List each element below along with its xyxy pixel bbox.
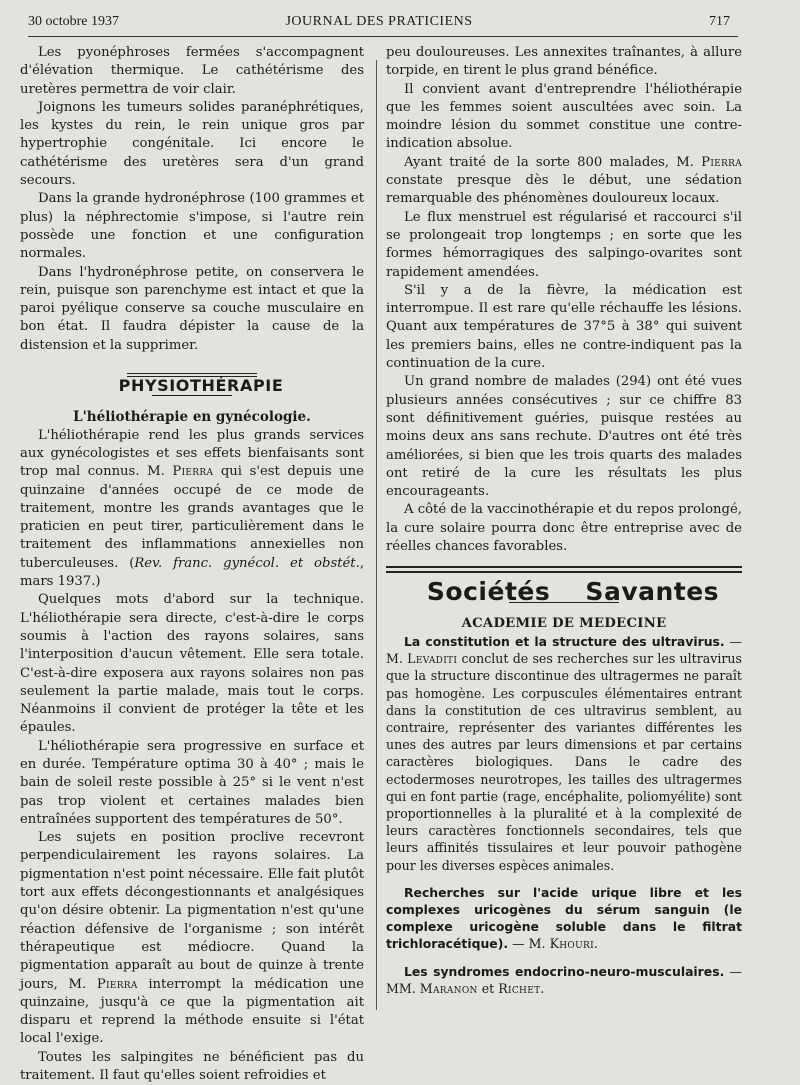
section-rule-bottom [152,395,232,396]
running-header [28,14,730,34]
paragraph: peu douloureuses. Les annexites traînantes, à allure torpide, en tirent le plus grand bénéfice. [386,45,742,79]
journal-reference: Rev. franc. gynécol. et obstét. [134,555,360,571]
header-rule [28,36,738,37]
communication-item: Les syndromes endocrino-neuro-musculaires. — MM. Maranon et Richet. [386,963,742,996]
paragraph: Un grand nombre de malades (294) ont été vues plusieurs années consécutives ; sur ce chiffre 83 sont définitivement guéries, puisque restées au moins deux ans sans rechute. D'autres ont été très améliorées, si bien que les trois quarts des malades ont retiré de la cure les résultats les plus encourageants. [386,374,742,500]
paragraph: S'il y a de la fièvre, la médication est interrompue. Il est rare qu'elle réchauffe les lésions. Quant aux températures de 37°5 à 38° qui suivent les premiers bains, elles ne contre-indiquent pas la continuation de la cure. [386,282,742,372]
author-name: Khouri. [549,936,599,952]
paragraph: Le flux menstruel est régularisé et raccourci s'il se prolongeait trop longtemps ; en sorte que les formes hémorragiques des salpingo-ovarites sont rapidement amendées. [386,209,742,280]
paragraph: Ayant traité de la sorte 800 malades, M. Pierra constate presque dès le début, une sédation remarquable des phénomènes douloureux locaux. [386,154,742,207]
academie-heading: ACADEMIE DE MEDECINE [461,615,667,631]
paragraph: Toutes les salpingites ne bénéficient pas du traitement. Il faut qu'elles soient refroidies et [20,1049,364,1084]
article-title: L'héliothérapie en gynécologie. [73,409,311,426]
author-name: Richet. [498,980,545,996]
column-divider [376,60,377,1010]
page-number: 717 [709,14,730,29]
societes-title: Sociétés Savantes [426,577,720,607]
author-name: Pierra [96,976,138,992]
author-name: Pierra [701,154,742,170]
paragraph: Les pyonéphroses fermées s'accompagnent d'élévation thermique. Le cathétérisme des uretères permettra de voir clair. [20,45,364,97]
paragraph: L'héliothérapie rend les plus grands services aux gynécologistes et ses effets bienfaisants sont trop mal connus. M. Pierra qui s'est depuis une quinzaine d'années occupé de ce mode de traitement, montre les grands avantages que le praticien en peut tirer, particulièrement dans le traitement des inflammations annexielles non tuberculeuses. (Rev. franc. gynécol. et obstét., mars 1937.) [20,427,365,590]
communication-item: La constitution et la structure des ultravirus. — M. Levaditi conclut de ses recherches sur les ultravirus que la structure discontinue des ultragermes ne paraît pas homogène. Les corpuscules élémentaires entrant dans la constitution de ces ultravirus semblent, au contraire, représenter des variantes différentes les unes des autres par leurs dimensions et par certains caractères biologiques. Dans le cadre des ectodermoses neurotropes, les tailles des ultragermes qui en font partie (rage, encéphalite, poliomyélite) sont proportionnelles à la pluralité et à la complexité de leurs caractères fonctionnels secondaires, tels que leurs affinités tissulaires et leur pouvoir pathogène pour les diverses espèces animales. [386,633,743,873]
paragraph: Quelques mots d'abord sur la technique. L'héliothérapie sera directe, c'est-à-dire le corps soumis à l'action des rayons solaires, sans l'interposition d'aucun vêtement. Elle sera totale. C'est-à-dire exposera aux rayons solaires non pas seulement la partie malade, mais tout le corps. Néanmoins il convient de protéger la tête et les épaules. [20,592,364,736]
paragraph: L'héliothérapie sera progressive en surface et en durée. Température optima 30 à 40° ; mais le bain de soleil reste possible à 25° si le vent n'est pas trop violent et certaines malades bien entraînées supportent des températures de 50°. [20,738,364,827]
paragraph: Dans l'hydronéphrose petite, on conservera le rein, puisque son parenchyme est intact et que la paroi pyélique conserve sa couche musculaire en bon état. Il faudra dépister la cause de la distension et la supprimer. [20,264,364,353]
left-column [20,44,364,1085]
paragraph: Il convient avant d'entreprendre l'héliothérapie que les femmes soient auscultées avec soin. La moindre lésion du sommet constitue une contre-indication absolue. [386,81,742,152]
item-title: Recherches sur l'acide urique libre et les complexes uricogènes du sérum sanguin (le complexe uricogène soluble dans le filtrat trichloracétique). [386,884,742,952]
double-rule [386,566,742,573]
author-name: Maranon [419,980,478,996]
journal-title: JOURNAL DES PRATICIENS [285,14,473,29]
right-column [386,44,742,997]
intro-paragraphs [20,44,364,355]
item-title: Les syndromes endocrino-neuro-musculaires. [404,963,725,979]
paragraph: Dans la grande hydronéphrose (100 grammes et plus) la néphrectomie s'impose, si l'autre rein possède une fonction et une configuration normales. [20,191,364,262]
author-name: Pierra [172,464,214,480]
paragraph: Joignons les tumeurs solides paranéphrétiques, les kystes du rein, le rein unique gros par hypertrophie congénitale. Ici encore le cathétérisme des uretères sera d'un grand secours. [20,99,364,189]
section-title: PHYSIOTHÉRAPIE [118,376,284,396]
item-title: La constitution et la structure des ultravirus. [404,633,725,649]
paragraph: A côté de la vaccinothérapie et du repos prolongé, la cure solaire pourra donc être entreprise avec de réelles chances favorables. [386,502,742,555]
paragraph: Les sujets en position proclive recevront perpendiculairement les rayons solaires. La pigmentation n'est point nécessaire. Elle fait plutôt tort aux effets décongestionnants et analgésiques qu'on désire obtenir. La pigmentation n'est qu'une réaction défensive de l'organisme ; son intérêt thérapeutique est médiocre. Quand la pigmentation apparaît au bout de quinze à trente jours, M. Pierra interrompt la médication une quinzaine, jusqu'à ce que la pigmentation ait disparu et reprend la méthode ensuite si l'état local l'exige. [20,830,364,1047]
author-name: Levaditi [407,651,458,667]
header-date: 30 octobre 1937 [28,14,119,29]
communication-item: Recherches sur l'acide urique libre et les complexes uricogènes du sérum sanguin (le complexe uricogène soluble dans le filtrat trichloracétique). — M. Khouri. [386,884,742,952]
